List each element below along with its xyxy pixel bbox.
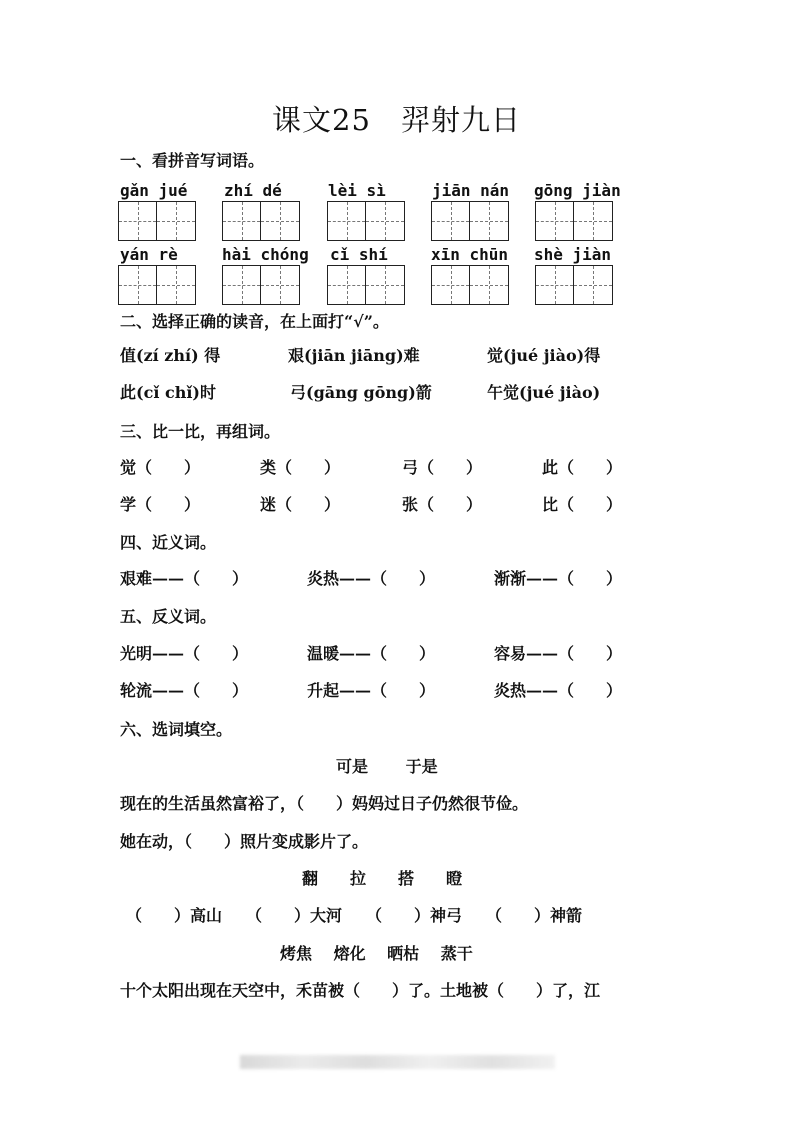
antonym-blank[interactable]: 光明——（ ） [120,644,249,663]
synonym-blank[interactable]: 炎热——（ ） [307,569,436,588]
word-blank[interactable]: 觉（ ） [120,458,201,477]
writing-grid[interactable] [431,265,509,305]
pinyin-label: gōng jiàn [534,181,621,200]
reading-choice[interactable]: 艰(jiān jiāng)难 [288,346,420,365]
writing-grid[interactable] [535,201,613,241]
word-bank: 翻 拉 搭 瞪 [302,869,463,888]
page-title: 课文25 羿射九日 [272,103,521,137]
writing-grid[interactable] [431,201,509,241]
antonym-blank[interactable]: 轮流——（ ） [120,681,249,700]
writing-grid[interactable] [327,201,405,241]
fill-sentence[interactable]: 十个太阳出现在天空中，禾苗被（ ）了。土地被（ ）了，江 [120,981,601,1000]
pinyin-label: yán rè [120,245,178,264]
pinyin-label: xīn chūn [431,245,509,264]
pinyin-label: lèi sì [328,181,386,200]
pinyin-label: hài chóng [222,245,309,264]
word-blank[interactable]: 学（ ） [120,495,201,514]
reading-choice[interactable]: 弓(gāng gōng)箭 [290,383,432,402]
word-blank[interactable]: 张（ ） [402,495,483,514]
section-5-heading: 五、反义词。 [120,607,217,626]
section-3-heading: 三、比一比，再组词。 [120,422,281,441]
pinyin-label: cǐ shí [330,245,388,264]
antonym-blank[interactable]: 炎热——（ ） [494,681,623,700]
writing-grid[interactable] [222,201,300,241]
fill-sentence[interactable]: 现在的生活虽然富裕了，（ ）妈妈过日子仍然很节俭。 [120,794,529,813]
section-2-heading: 二、选择正确的读音，在上面打“√”。 [120,312,389,331]
reading-choice[interactable]: 此(cǐ chǐ)时 [120,383,216,402]
word-blank[interactable]: 类（ ） [260,458,341,477]
reading-choice[interactable]: 值(zí zhí) 得 [120,346,221,365]
word-bank: 烤焦 熔化 晒枯 蒸干 [280,944,473,963]
reading-choice[interactable]: 觉(jué jiào)得 [487,346,601,365]
fill-phrases[interactable]: （ ）高山 （ ）大河 （ ）神弓 （ ）神箭 [126,906,583,925]
writing-grid[interactable] [327,265,405,305]
writing-grid[interactable] [118,201,196,241]
word-bank: 可是 于是 [336,757,438,776]
pinyin-label: jiān nán [432,181,510,200]
section-1-heading: 一、看拼音写词语。 [120,151,265,170]
word-blank[interactable]: 比（ ） [542,495,623,514]
synonym-blank[interactable]: 艰难——（ ） [120,569,249,588]
word-blank[interactable]: 弓（ ） [402,458,483,477]
antonym-blank[interactable]: 升起——（ ） [307,681,436,700]
writing-grid[interactable] [222,265,300,305]
reading-choice[interactable]: 午觉(jué jiào) [487,383,601,402]
pinyin-label: shè jiàn [534,245,612,264]
writing-grid[interactable] [535,265,613,305]
antonym-blank[interactable]: 容易——（ ） [494,644,623,663]
writing-grid[interactable] [118,265,196,305]
word-blank[interactable]: 迷（ ） [260,495,341,514]
blurred-footer [240,1055,555,1069]
section-4-heading: 四、近义词。 [120,533,217,552]
pinyin-label: gǎn jué [120,181,188,200]
section-6-heading: 六、选词填空。 [120,720,233,739]
word-blank[interactable]: 此（ ） [542,458,623,477]
fill-sentence[interactable]: 她在动，（ ）照片变成影片了。 [120,832,369,851]
antonym-blank[interactable]: 温暖——（ ） [307,644,436,663]
pinyin-label: zhí dé [224,181,282,200]
synonym-blank[interactable]: 渐渐——（ ） [494,569,623,588]
